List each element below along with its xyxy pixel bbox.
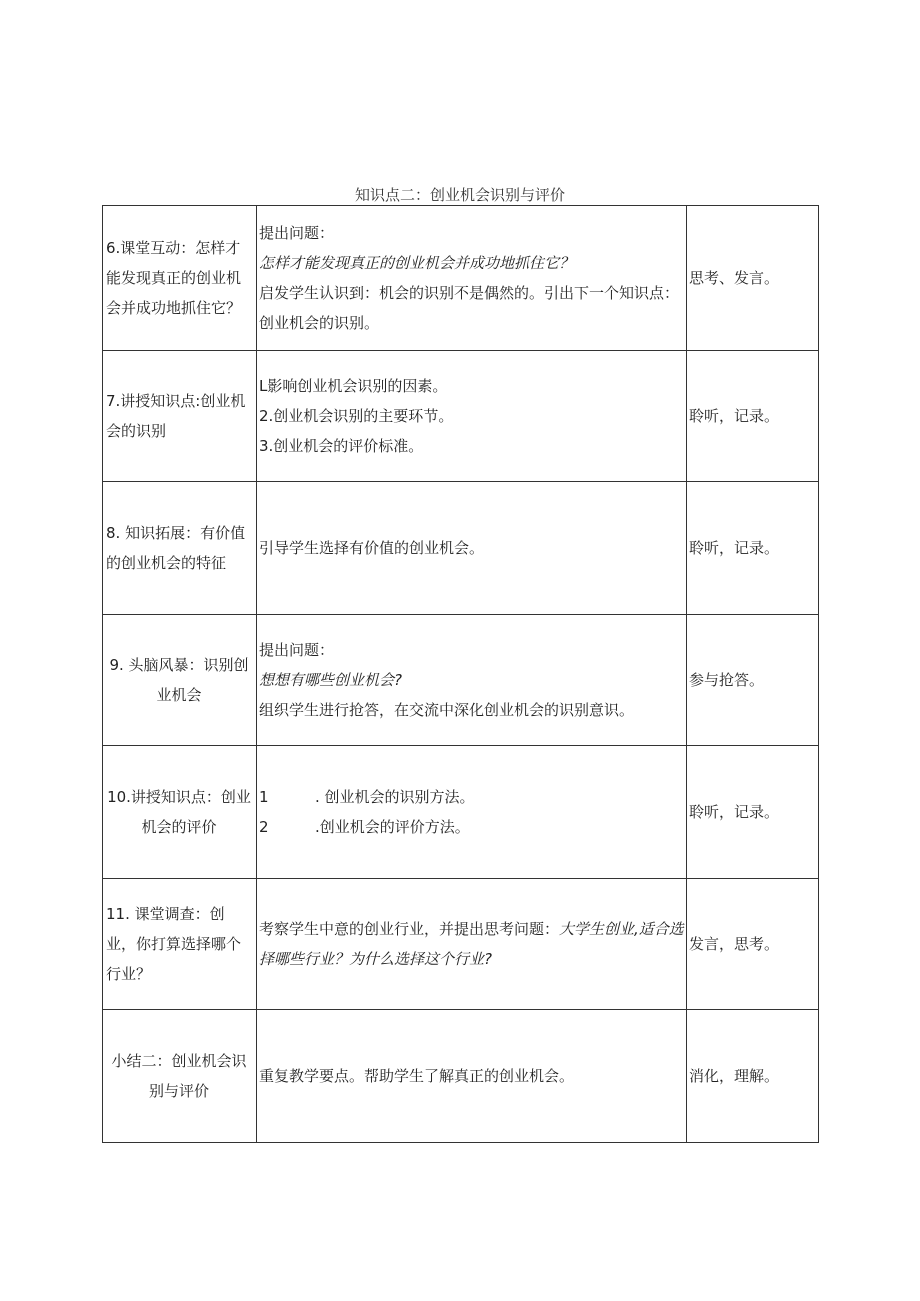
content-cell <box>257 351 687 482</box>
content-cell <box>257 879 687 1010</box>
step-text: 小结二：创业机会识别与评价 <box>111 1052 247 1100</box>
content-line: 提出问题： <box>259 224 335 242</box>
content-text: 考察学生中意的创业行业，并提出思考问题： <box>259 920 560 938</box>
content-cell <box>257 482 687 615</box>
content-line: 提出问题： <box>259 641 335 659</box>
content-line: 3.创业机会的评价标准。 <box>259 437 424 455</box>
step-cell <box>103 206 257 351</box>
student-activity-cell: 聆听，记录。 <box>687 482 819 615</box>
student-activity-cell: 思考、发言。 <box>687 206 819 351</box>
student-activity-cell: 消化，理解。 <box>687 1010 819 1143</box>
table-row <box>103 1010 819 1143</box>
content-line: 启发学生认识到：机会的识别不是偶然的。引出下一个知识点：创业机会的识别。 <box>259 284 680 332</box>
step-text: 10.讲授知识点：创业机会的评价 <box>107 788 251 836</box>
student-activity-cell: 发言，思考。 <box>687 879 819 1010</box>
step-cell <box>103 879 257 1010</box>
step-cell <box>103 615 257 746</box>
student-activity-cell: 聆听，记录。 <box>687 746 819 879</box>
table-row <box>103 615 819 746</box>
step-text: 7.讲授知识点:创业机会的识别 <box>106 392 246 440</box>
table-row <box>103 482 819 615</box>
section-title: 知识点二：创业机会识别与评价 <box>354 186 565 204</box>
step-text: 6.课堂互动：怎样才能发现真正的创业机会并成功地抓住它？ <box>106 239 242 317</box>
list-text: . 创业机会的识别方法。 <box>315 788 475 806</box>
table-row <box>103 351 819 482</box>
list-number: 1 <box>259 788 269 806</box>
step-text: 8. 知识拓展：有价值的创业机会的特征 <box>106 524 246 572</box>
step-cell <box>103 1010 257 1143</box>
table-row <box>103 746 819 879</box>
student-activity-cell: 参与抢答。 <box>687 615 819 746</box>
table-row <box>103 206 819 351</box>
content-line: 引导学生选择有价值的创业机会。 <box>259 539 485 557</box>
content-line: 重复教学要点。帮助学生了解真正的创业机会。 <box>259 1067 575 1085</box>
numbered-line <box>259 782 684 812</box>
list-text: .创业机会的评价方法。 <box>315 818 470 836</box>
content-cell <box>257 206 687 351</box>
question-line: 想想有哪些创业机会? <box>259 671 402 689</box>
step-cell <box>103 351 257 482</box>
question-text: 大学生创业,适合选择哪些行业？为什么选择这个行业? <box>259 920 684 968</box>
content-line: 2.创业机会识别的主要环节。 <box>259 407 454 425</box>
content-cell <box>257 1010 687 1143</box>
table-row <box>103 879 819 1010</box>
list-number: 2 <box>259 818 269 836</box>
step-cell <box>103 746 257 879</box>
student-activity-cell: 聆听，记录。 <box>687 351 819 482</box>
content-cell <box>257 615 687 746</box>
numbered-line <box>259 812 684 842</box>
lesson-plan-table <box>102 205 819 1143</box>
content-cell <box>257 746 687 879</box>
step-text: 9. 头脑风暴：识别创业机会 <box>109 656 249 704</box>
question-line: 怎样才能发现真正的创业机会并成功地抓住它？ <box>259 254 575 272</box>
step-text: 11. 课堂调查：创业，你打算选择哪个行业？ <box>106 905 242 983</box>
step-cell <box>103 482 257 615</box>
content-line: 组织学生进行抢答，在交流中深化创业机会的识别意识。 <box>259 701 635 719</box>
content-line: L影响创业机会识别的因素。 <box>259 377 448 395</box>
